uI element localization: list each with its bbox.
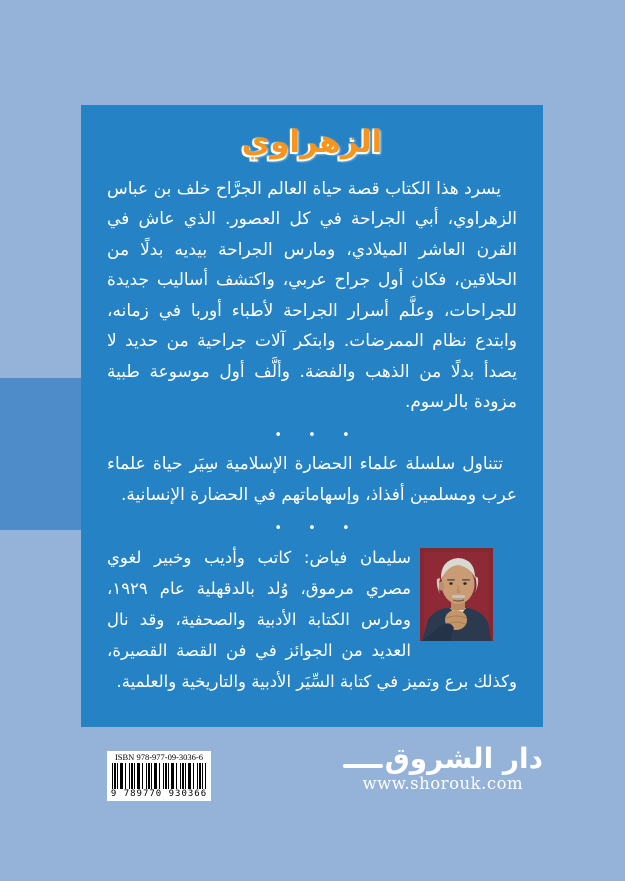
barcode-block [107,751,211,801]
barcode-number: 9 789770 930366 [110,789,208,799]
author-section [107,542,517,697]
author-bio-paragraph: سليمان فياض: كاتب وأديب وخبير لغوي مصري مرموق، وُلد بالدقهلية عام ١٩٢٩، ومارس الكتابة الأدبية والصحفية، وقد نال العديد من الجوائز في فن القصة القصيرة، وكذلك برع وتميز في كتابة السِّيَر الأدبية والتاريخية والعلمية. [107,547,517,691]
separator-dots-top: • • • [274,427,361,443]
publisher-logo [343,744,543,793]
publisher-name: دار الشروق [384,742,543,775]
kashida-stroke [343,764,383,768]
publisher-wordmark [343,744,543,774]
separator-dots-bottom: • • • [274,520,361,536]
series-note-paragraph: تتناول سلسلة علماء الحضارة الإسلامية سِيَر حياة علماء عرب ومسلمين أفذاذ، وإسهاماتهم في الحضارة الإنسانية. [107,453,517,505]
synopsis-paragraph: يسرد هذا الكتاب قصة حياة العالم الجرَّاح خلف بن عباس الزهراوي، أبي الجراحة في كل العصور. الذي عاش في القرن العاشر الميلادي، ومارس الجراحة بيديه بدلًا من الحلاقين، فكان أول جراح عربي، واكتشف أساليب جديدة للجراحات، وعلَّم أسرار الجراحة لأطباء أوربا في زمانه، وابتدع نظام الممرضات. وابتكر آلات جراحية من حديد لا يصدأ بدلًا من الذهب والفضة. وألَّف أول موسوعة طبية مزودة بالرسوم. [107,178,517,413]
left-accent-band [0,378,81,530]
author-portrait-image [420,548,493,641]
isbn-label: ISBN 978-977-09-3036-6 [114,752,204,762]
barcode-bars [112,763,206,789]
book-title: الزهراوي [241,124,383,160]
publisher-website: www.shorouk.com [362,774,524,793]
back-cover-panel [81,105,543,727]
